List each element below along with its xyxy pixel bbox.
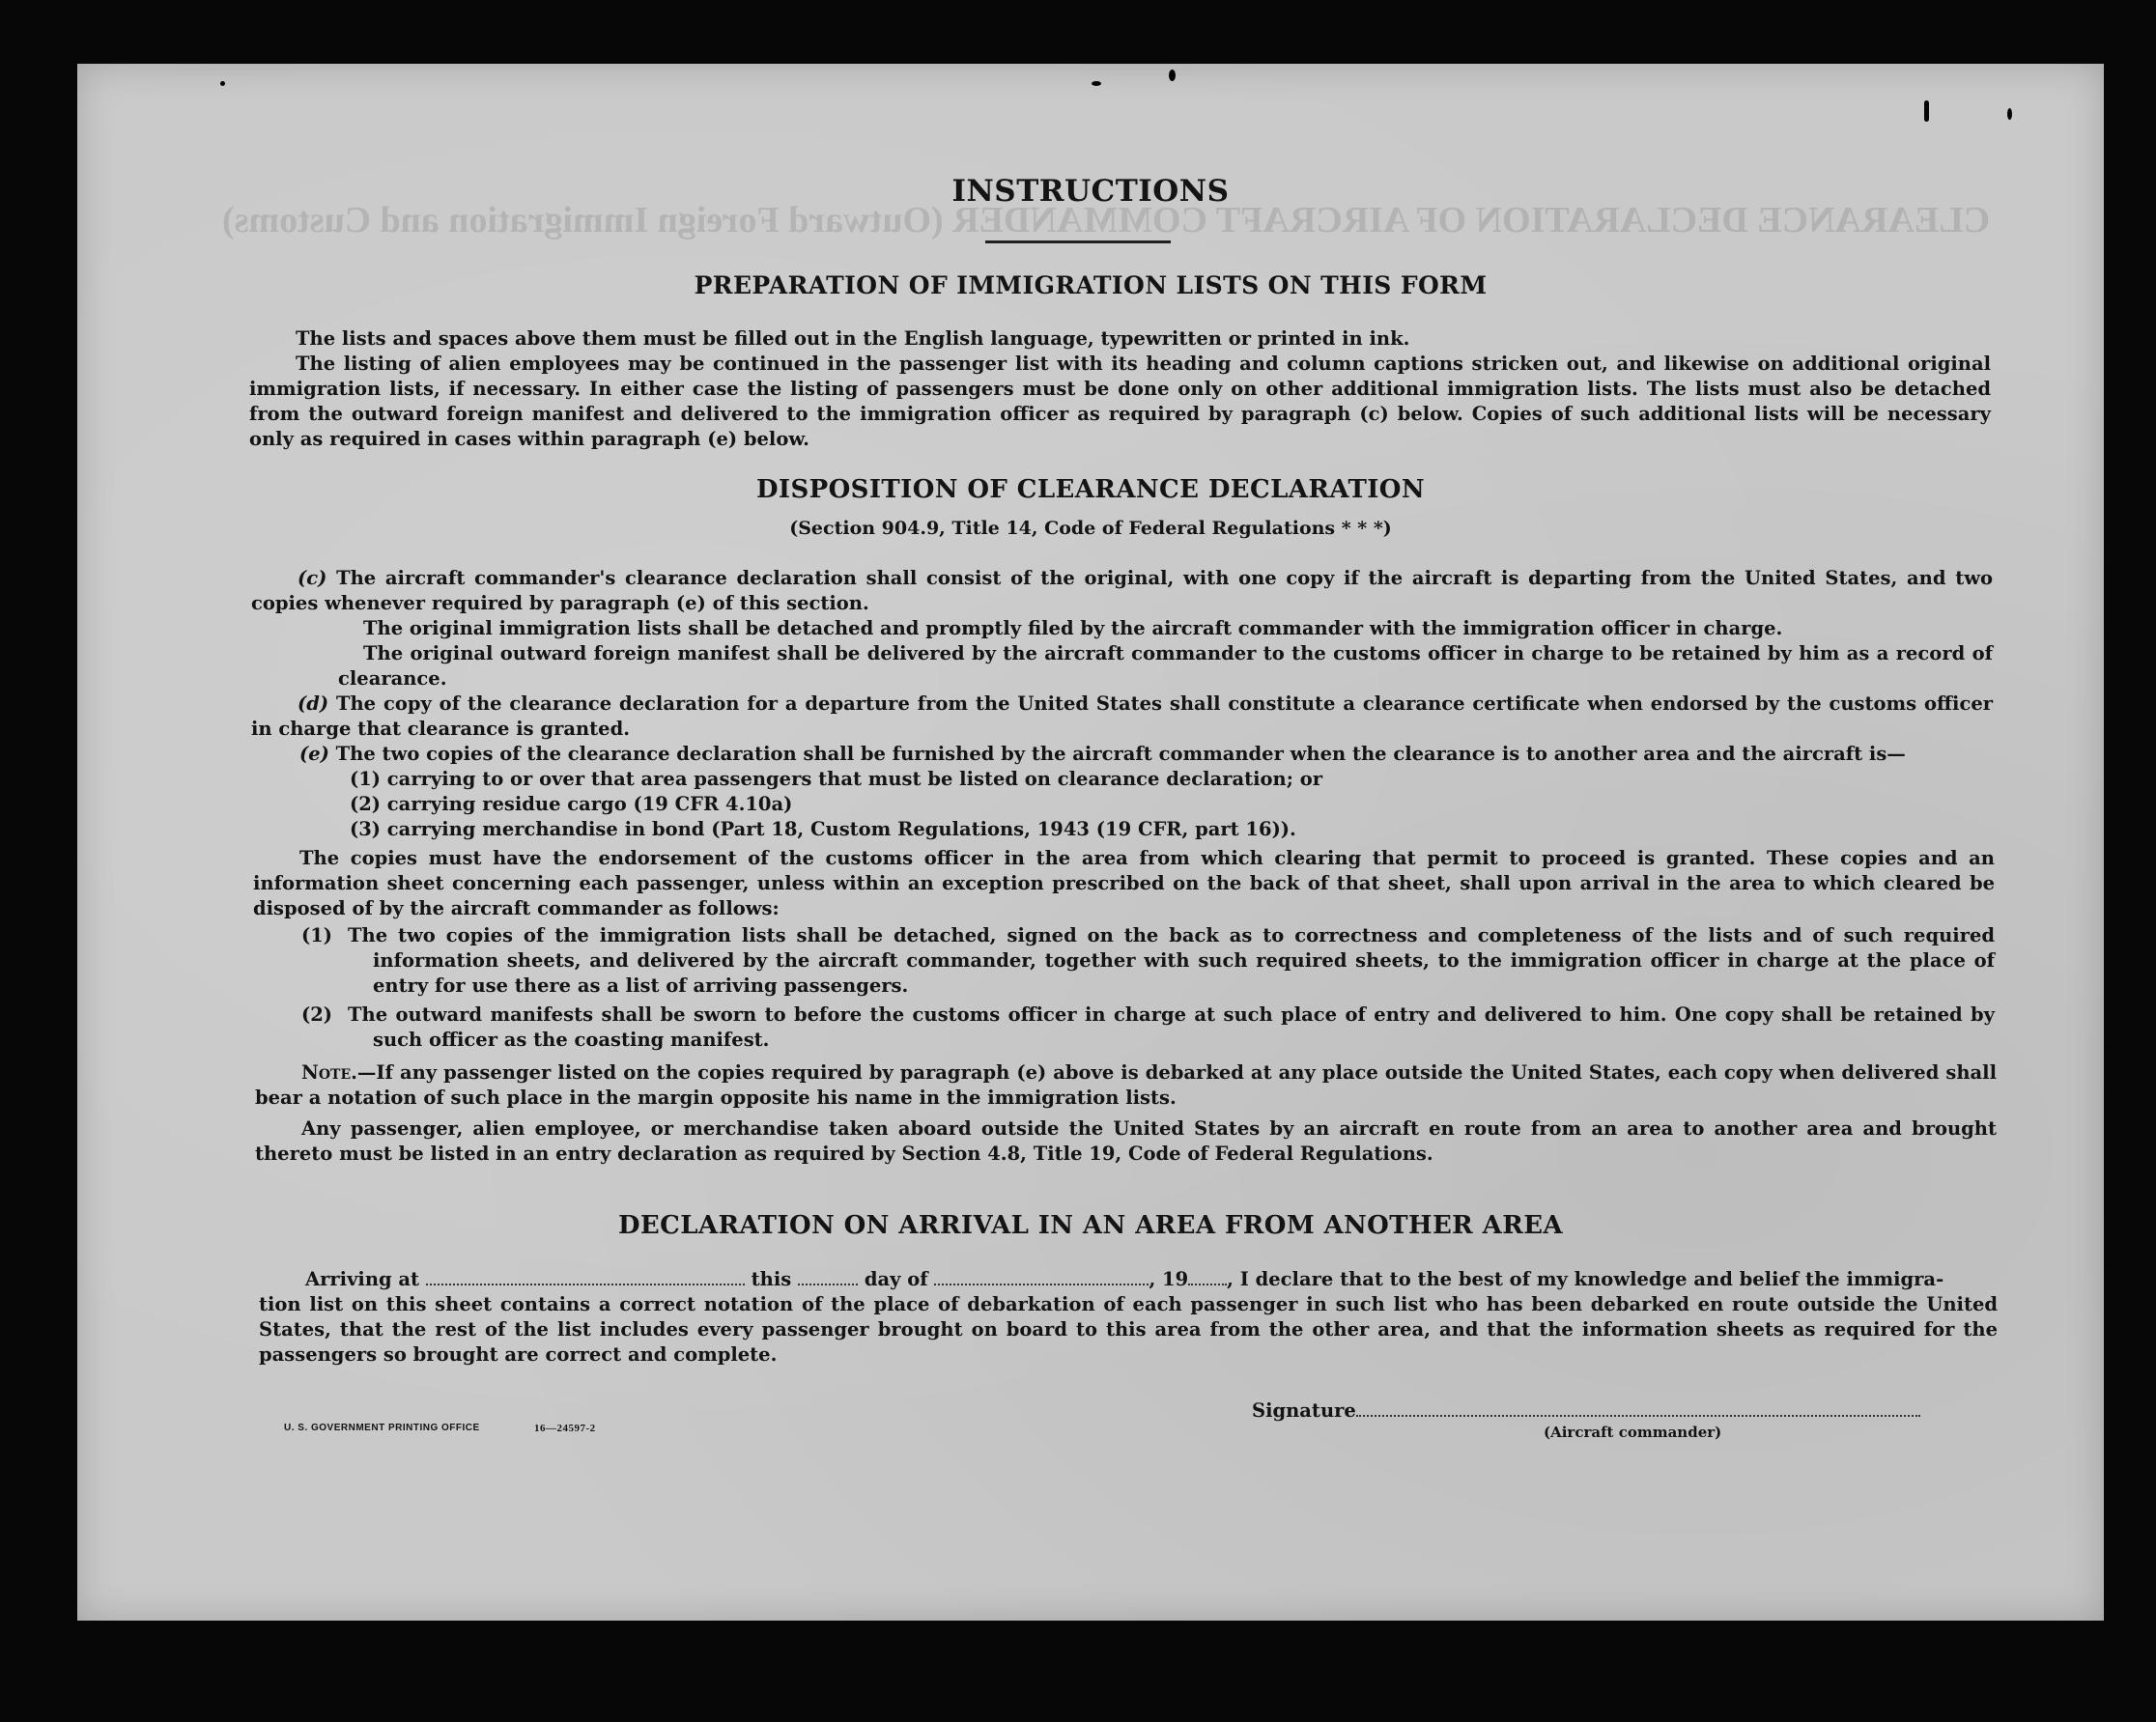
arrival-declaration-first-line — [305, 1267, 1943, 1292]
list-item-1-label: (1) — [301, 924, 333, 946]
section-heading-declaration: DECLARATION ON ARRIVAL IN AN AREA FROM ANOTHER AREA — [617, 1211, 1563, 1240]
any-passenger-paragraph: Any passenger, alien employee, or merchandise taken aboard outside the United States by an aircraft en route from an area to another area and brought thereto must be listed in an entry declaration as required by Section 4.8, Title 19, Code of Federal Regulations. — [255, 1117, 1997, 1165]
list-item-1-text: The two copies of the immigration lists shall be detached, signed on the back as to correctness and completeness of the lists and of such required information sheets, and delivered by the aircraft commander, together with such required sheets, to the immigration officer in charge at the place of entry for use there as a list of arriving passengers. — [348, 924, 1995, 997]
arriving-at-label: Arriving at — [305, 1268, 420, 1290]
paragraph-e-item-3: (3) carrying merchandise in bond (Part 18, Custom Regulations, 1943 (19 CFR, part 16)). — [350, 818, 1296, 840]
arriving-at-blank[interactable] — [426, 1270, 745, 1285]
signature-caption: (Aircraft commander) — [1544, 1424, 1722, 1441]
section-subheading-regulation: (Section 904.9, Title 14, Code of Federal Regulations * * *) — [789, 518, 1392, 539]
note-paragraph — [255, 1060, 1997, 1111]
paragraph-c-sub1: The original immigration lists shall be detached and promptly filed by the aircraft commander with the immigration officer in charge. — [363, 617, 1783, 639]
paragraph-e-item-1: (1) carrying to or over that area passengers that must be listed on clearance declaration; or — [350, 768, 1322, 790]
declare-start: , I declare that to the best of my knowledge and belief the immigra- — [1227, 1268, 1944, 1290]
note-text: —If any passenger listed on the copies required by paragraph (e) above is debarked at any place outside the United States, each copy when delivered shall bear a notation of such place in the margin opposite his name in the immigration lists. — [255, 1061, 1997, 1109]
list-item-2-text: The outward manifests shall be sworn to before the customs officer in charge at such place of entry and delivered to him. One copy shall be retained by such officer as the coasting manifest. — [348, 1003, 1995, 1051]
dust-speck — [1924, 100, 1929, 122]
form-number: 16—24597-2 — [534, 1423, 596, 1434]
paragraph-c — [251, 566, 1993, 616]
title-underline — [985, 240, 1171, 243]
paragraph-e-label: (e) — [299, 743, 329, 765]
section1-para1: The lists and spaces above them must be filled out in the English language, typewritten or printed in ink. — [296, 327, 1410, 350]
day-blank[interactable] — [798, 1270, 858, 1285]
printer-imprint: U. S. GOVERNMENT PRINTING OFFICE — [284, 1423, 480, 1433]
document-page — [77, 64, 2104, 1621]
paragraph-c-sub2: The original outward foreign manifest shall be delivered by the aircraft commander to the customs officer in charge to be retained by him as a record of clearance. — [338, 642, 1993, 690]
paragraph-c-label: (c) — [298, 567, 327, 589]
section-heading-preparation: PREPARATION OF IMMIGRATION LISTS ON THIS FORM — [694, 271, 1488, 299]
paragraph-c-text: The aircraft commander's clearance declaration shall consist of the original, with one copy if the aircraft is departing from the United States, and two copies whenever required by paragraph (e) of this section. — [251, 567, 1993, 614]
month-blank[interactable] — [934, 1270, 1149, 1285]
paragraph-e — [299, 742, 1906, 767]
note-label: Note. — [301, 1061, 357, 1084]
paragraph-d — [251, 692, 1993, 742]
year-label: , 19 — [1149, 1268, 1189, 1290]
page-title: INSTRUCTIONS — [951, 174, 1230, 209]
paragraph-e-text: The two copies of the clearance declaration shall be furnished by the aircraft commander when the clearance is to another area and the aircraft is— — [335, 743, 1906, 765]
day-of-label: day of — [864, 1268, 928, 1290]
this-label: this — [751, 1268, 792, 1290]
bleed-through-text: CLEARANCE DECLARATION OF AIRCRAFT COMMANDER (Outward Foreign Immigration and Customs) — [222, 200, 1991, 240]
dust-speck — [220, 81, 225, 86]
year-blank[interactable] — [1188, 1270, 1227, 1285]
section1-para2 — [249, 352, 1991, 452]
dust-speck — [1092, 81, 1101, 86]
paragraph-e-item-2: (2) carrying residue cargo (19 CFR 4.10a) — [350, 793, 793, 815]
section1-para2-text: The listing of alien employees may be continued in the passenger list with its heading and column captions stricken out, and likewise on additional original immigration lists, if necessary. In either case the listing of passengers must be done only on other additional immigration lists. The lists must also be detached from the outward foreign manifest and delivered to the immigration officer as required by paragraph (c) below. Copies of such additional lists will be necessary only as required in cases within paragraph (e) below. — [249, 353, 1991, 450]
list-item-2-label: (2) — [301, 1003, 333, 1026]
section-heading-disposition: DISPOSITION OF CLEARANCE DECLARATION — [755, 475, 1426, 504]
paragraph-d-label: (d) — [298, 692, 329, 715]
copies-paragraph: The copies must have the endorsement of the customs officer in the area from which clearing that permit to proceed is granted. These copies and an information sheet concerning each passenger, unless within an exception prescribed on the back of that sheet, shall upon arrival in the area to which cleared be disposed of by the aircraft commander as follows: — [253, 847, 1995, 919]
signature-blank[interactable] — [1356, 1401, 1920, 1417]
signature-label: Signature — [1252, 1399, 1356, 1422]
arrival-declaration-body: tion list on this sheet contains a correct notation of the place of debarkation of each passenger in such list who has been debarked en route outside the United States, that the rest of the list includes every passenger brought on board to this area from the other area, and that the information sheets as required for the passengers so brought are correct and complete. — [259, 1293, 1998, 1366]
dust-speck — [1169, 70, 1176, 81]
dust-speck — [2007, 108, 2012, 120]
paragraph-d-text: The copy of the clearance declaration for a departure from the United States shall constitute a clearance certificate when endorsed by the customs officer in charge that clearance is granted. — [251, 692, 1994, 740]
